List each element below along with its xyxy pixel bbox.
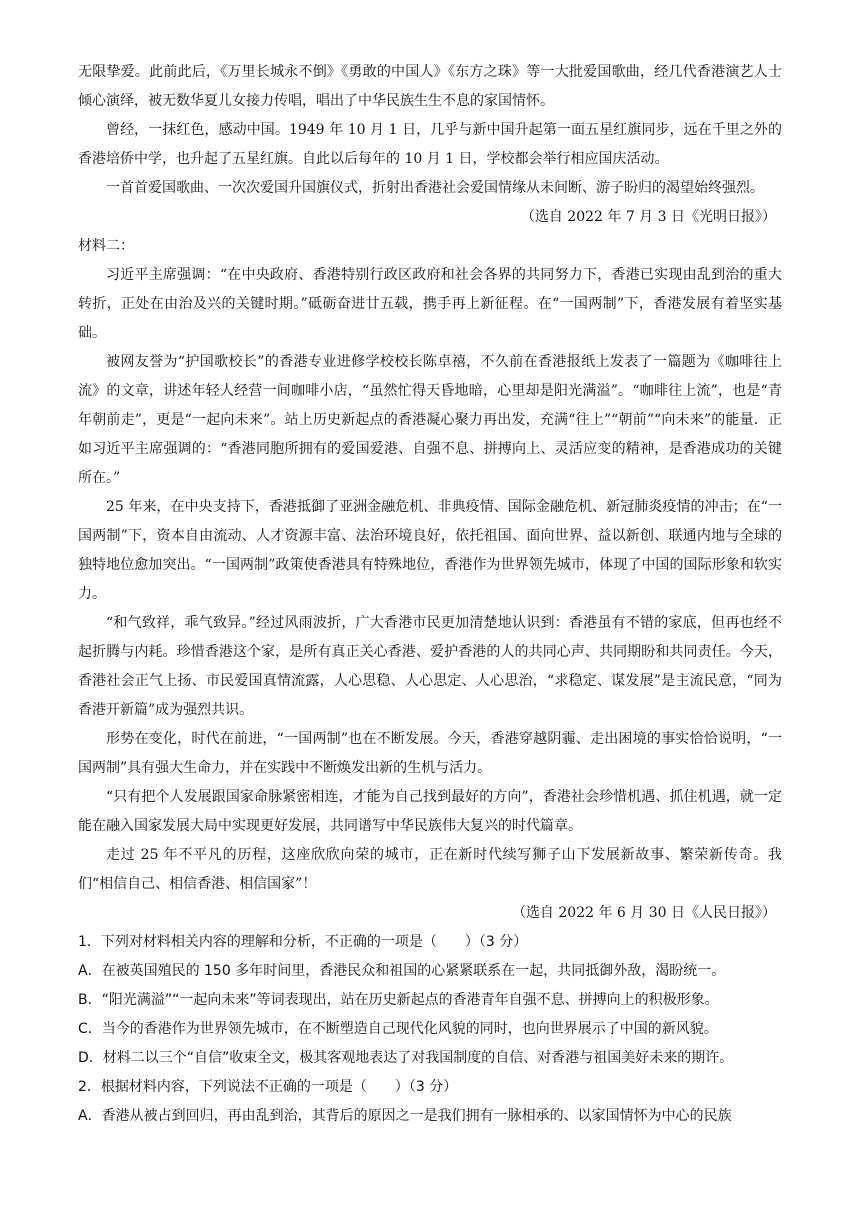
question-1-stem: 1．下列对材料相关内容的理解和分析，不正确的一项是（ ）（3 分） <box>78 934 528 950</box>
question-1-option-c: C．当今的香港作为世界领先城市，在不断塑造自己现代化风貌的同时，也向世界展示了中国的新风貌。 <box>78 1021 718 1037</box>
material-two-label: 材料二： <box>78 238 134 254</box>
material-one-source: （选自 2022 年 7 月 3 日《光明日报》） <box>520 209 776 225</box>
material-two-paragraph: “只有把个人发展跟国家命脉紧密相连，才能为自己找到最好的方向”，香港社会珍惜机遇、抓住机遇，就一定能在融入国家发展大局中实现更好发展，共同谱写中华民族伟大复兴的时代篇章。 <box>78 789 782 834</box>
material-one-paragraph-3: 一首首爱国歌曲、一次次爱国升国旗仪式，折射出香港社会爱国情缘从未间断、游子盼归的渴望始终强烈。 <box>106 180 764 196</box>
question-1-option-b: B．“阳光满溢”“一起向未来”等词表现出，站在历史新起点的香港青年自强不息、拼搏向上的积极形象。 <box>78 992 719 1008</box>
material-one-paragraph-2: 曾经，一抹红色，感动中国。1949 年 10 月 1 日，几乎与新中国升起第一面五星红旗同步，远在千里之外的香港培侨中学，也升起了五星红旗。自此以后每年的 10 月 1 日，学校都会举行相应国庆活动。 <box>78 122 782 167</box>
question-1-option-a: A．在被英国殖民的 150 多年时间里，香港民众和祖国的心紧紧联系在一起，共同抵御外敌，渴盼统一。 <box>78 963 726 979</box>
question-1-option-d: D．材料二以三个“自信”收束全文，极其客观地表达了对我国制度的自信、对香港与祖国美好未来的期许。 <box>78 1050 734 1066</box>
material-two-source: （选自 2022 年 6 月 30 日《人民日报》） <box>511 905 776 921</box>
material-two-paragraph: 形势在变化，时代在前进，“一国两制”也在不断发展。今天，香港穿越阴霾、走出困境的事实恰恰说明，“一国两制”具有强大生命力，并在实践中不断焕发出新的生机与活力。 <box>78 731 782 776</box>
material-two-paragraph: 被网友誉为“护国歌校长”的香港专业进修学校校长陈卓禧，不久前在香港报纸上发表了一篇题为《咖啡往上流》的文章，讲述年轻人经营一间咖啡小店，“虽然忙得天昏地暗，心里却是阳光满溢”。“咖啡往上流”，也是“青年朝前走”，更是“一起向未来”。站上历史新起点的香港凝心聚力再出发，充满“往上”“朝前”“向未来”的能量．正如习近平主席强调的：“香港同胞所拥有的爱国爱港、自强不息、拼搏向上、灵活应变的精神，是香港成功的关键所在。” <box>78 354 782 486</box>
material-two-paragraph: 25 年来，在中央支持下，香港抵御了亚洲金融危机、非典疫情、国际金融危机、新冠肺炎疫情的冲击；在“一国两制”下，资本自由流动、人才资源丰富、法治环境良好，依托祖国、面向世界、益以新创、联通内地与全球的独特地位愈加突出。“一国两制”政策使香港具有特殊地位，香港作为世界领先城市，体现了中国的国际形象和软实力。 <box>78 499 782 602</box>
question-2-option-a: A．香港从被占到回归，再由乱到治，其背后的原因之一是我们拥有一脉相承的、以家国情怀为中心的民族 <box>78 1108 732 1124</box>
material-two-paragraph: 走过 25 年不平凡的历程，这座欣欣向荣的城市，正在新时代续写狮子山下发展新故事、繁荣新传奇。我们“相信自己、相信香港、相信国家”！ <box>78 847 782 892</box>
material-two-paragraph: 习近平主席强调：“在中央政府、香港特别行政区政府和社会各界的共同努力下，香港已实现由乱到治的重大转折，正处在由治及兴的关键时期。”砥砺奋进廿五载，携手再上新征程。在“一国两制”下，香港发展有着坚实基础。 <box>78 267 782 341</box>
document-page <box>78 58 782 1131</box>
material-two-paragraph: “和气致祥，乖气致异。”经过风雨波折，广大香港市民更加清楚地认识到：香港虽有不错的家底，但再也经不起折腾与内耗。珍惜香港这个家，是所有真正关心香港、爱护香港的人的共同心声、共同期盼和共同责任。今天，香港社会正气上扬、市民爱国真情流露，人心思稳、人心思定、人心思治，“求稳定、谋发展”是主流民意，“同为香港开新篇”成为强烈共识。 <box>78 615 782 718</box>
material-one-paragraph-1: 无限挚爱。此前此后，《万里长城永不倒》《勇敢的中国人》《东方之珠》等一大批爱国歌曲，经几代香港演艺人士倾心演绎，被无数华夏儿女接力传唱，唱出了中华民族生生不息的家国情怀。 <box>78 64 782 109</box>
question-2-stem: 2．根据材料内容，下列说法不正确的一项是（ ）（3 分） <box>78 1079 458 1095</box>
